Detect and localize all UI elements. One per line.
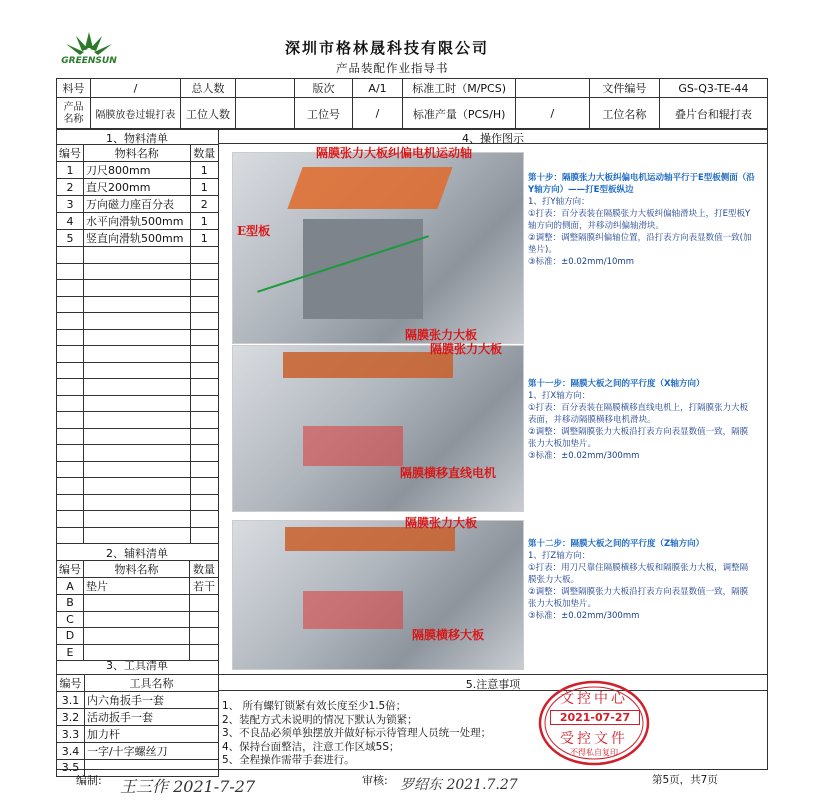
step-title: 第十二步：隔膜大板之间的平行度（Z轴方向） <box>528 539 705 549</box>
review-signature: 罗绍东 2021.7.27 <box>400 777 518 793</box>
stamp-bottom: 受控文件 <box>560 731 628 747</box>
step-line: ①打表：百分表装在隔膜横移直线电机上，打隔膜张力大板表面，并移动隔膜横移电机滑块。 <box>528 403 749 425</box>
step-line: ②调整：调整隔膜纠偏轴位置，沿打表方向表显数值一致(加垫片)。 <box>528 233 752 255</box>
cell: 5 <box>57 230 84 247</box>
header-cell: 工位人数 <box>180 98 235 130</box>
col-header: 工具名称 <box>84 675 218 692</box>
cell: 3.4 <box>57 743 85 760</box>
cell: 3.1 <box>57 692 85 709</box>
cell <box>84 628 190 645</box>
editor-label: 编制: <box>76 774 102 787</box>
step-title: 第十步：隔膜张力大板纠偏电机运动轴平行于E型板侧面（沿Y轴方向）——打E型板纵边 <box>528 173 755 195</box>
cell: 2 <box>57 179 84 196</box>
col-header: 数量 <box>190 561 219 578</box>
header-cell: 总人数 <box>180 79 235 98</box>
cell: 1 <box>190 179 218 196</box>
header-cell: 文件编号 <box>589 79 659 98</box>
note-item: 3、不良品必须单独摆放并做好标示待管理人员统一处理； <box>222 727 492 739</box>
header-cell: 工位号 <box>295 98 352 130</box>
col-header: 编号 <box>57 145 84 162</box>
step10-label-axis: 隔膜张力大板纠偏电机运动轴 <box>316 146 473 160</box>
aux-header-row <box>57 561 219 578</box>
step-line: 1、打X轴方向： <box>528 391 591 401</box>
table-row <box>57 445 219 462</box>
editor-signature: 王三作 2021-7-27 <box>120 777 256 796</box>
table-row <box>57 280 219 297</box>
step-line: ②调整：调整隔膜张力大板沿打表方向表显数值一致，隔膜张力大板加垫片。 <box>528 427 749 449</box>
logo-text: GREENSUN <box>61 56 117 66</box>
table-row <box>57 230 219 247</box>
table-row <box>57 692 219 709</box>
cell: 竖直向滑轨500mm <box>84 230 191 247</box>
cell: 若干 <box>190 578 219 595</box>
red-panel <box>303 426 403 466</box>
notes-title: 5.注意事项 <box>465 678 521 691</box>
tools-header-row <box>57 675 219 692</box>
aux-table <box>56 560 219 661</box>
notes-top-line <box>219 674 767 675</box>
table-row <box>57 461 219 478</box>
table-row <box>57 379 219 396</box>
cell: 一字/十字螺丝刀 <box>84 743 218 760</box>
note-item: 5、全程操作需带手套进行。 <box>222 754 355 766</box>
header-cell: 标准产量（PCS/H) <box>403 98 515 130</box>
col-header: 物料名称 <box>84 561 190 578</box>
orange-plate <box>283 352 453 378</box>
step10-text <box>528 172 756 268</box>
table-row <box>57 595 219 612</box>
cell: 垫片 <box>84 578 190 595</box>
cell <box>190 611 219 628</box>
col-header: 编号 <box>57 561 84 578</box>
step12-diagram <box>232 520 524 670</box>
note-item: 4、保持台面整洁，注意工作区域5S； <box>222 740 400 753</box>
header-row-2 <box>57 98 768 130</box>
cell: E <box>57 644 84 661</box>
table-row <box>57 726 219 743</box>
header-cell <box>236 79 295 98</box>
logo-leaf-icon <box>58 30 120 66</box>
table-row <box>57 346 219 363</box>
cell: 1 <box>190 162 218 179</box>
cell: 3.5 <box>57 760 85 777</box>
cell: 1 <box>57 162 84 179</box>
stamp-date: 2021-07-27 <box>550 710 640 725</box>
header-cell: 隔膜放卷过辊打表 <box>90 98 180 130</box>
table-row <box>57 527 219 544</box>
header-cell <box>236 98 295 130</box>
materials-header-row <box>57 145 219 162</box>
step11-label-plate: 隔膜张力大板 <box>430 342 503 356</box>
table-row <box>57 395 219 412</box>
cell: 内六角扳手一套 <box>84 692 218 709</box>
cell: 1 <box>190 213 218 230</box>
cell: 刀尺800mm <box>84 162 191 179</box>
step-line: ①打表：用刀尺靠住隔膜横移大板和隔膜张力大板，调整隔膜张力大板。 <box>528 563 749 585</box>
step11-diagram <box>232 345 524 512</box>
table-row <box>57 179 219 196</box>
cell <box>190 595 219 612</box>
table-row <box>57 611 219 628</box>
step10-label-plate: 隔膜张力大板 <box>405 328 478 342</box>
cell <box>190 628 219 645</box>
table-row <box>57 263 219 280</box>
step-line: ①打表：百分表装在隔膜张力大板纠偏轴滑块上，打E型板Y轴方向的侧面，并移动纠偏轴滑块。 <box>528 209 751 231</box>
cell: A <box>57 578 84 595</box>
header-cell: / <box>352 98 403 130</box>
cell: 3.2 <box>57 709 85 726</box>
header-cell: GS-Q3-TE-44 <box>659 79 767 98</box>
table-row <box>57 511 219 528</box>
step10-diagram <box>232 152 524 344</box>
header-table <box>56 78 768 130</box>
aux-title: 2、辅料清单 <box>106 547 168 560</box>
table-row <box>57 247 219 264</box>
table-row <box>57 412 219 429</box>
step12-label-shift: 隔膜横移大板 <box>412 628 485 642</box>
cell: 水平向滑轨500mm <box>84 213 191 230</box>
table-row <box>57 743 219 760</box>
tools-table <box>56 674 219 777</box>
header-cell: / <box>90 79 180 98</box>
product-name-label: 产品名称 <box>57 98 91 130</box>
tools-title: 3、工具清单 <box>106 659 168 672</box>
table-row <box>57 213 219 230</box>
header-cell: 料号 <box>57 79 91 98</box>
materials-table <box>56 144 219 544</box>
red-panel <box>303 591 403 629</box>
ops-title: 4、操作图示 <box>462 132 524 145</box>
company-name: 深圳市格林晟科技有限公司 <box>285 39 490 57</box>
header-cell: 版次 <box>295 79 352 98</box>
orange-plate <box>287 167 452 209</box>
cell: 1 <box>190 230 218 247</box>
table-row <box>57 428 219 445</box>
header-cell: 标准工时（M/PCS) <box>403 79 515 98</box>
table-row <box>57 709 219 726</box>
cell: 2 <box>190 196 218 213</box>
table-row <box>57 196 219 213</box>
step-line: 1、打Z轴方向： <box>528 551 591 561</box>
cell <box>84 611 190 628</box>
cell <box>84 595 190 612</box>
stamp-small: 不得私自复印 <box>570 748 618 757</box>
header-cell: / <box>515 98 589 130</box>
page-indicator: 第5页，共7页 <box>652 774 718 786</box>
note-item: 2、装配方式未说明的情况下默认为锁紧； <box>222 713 418 726</box>
table-row <box>57 578 219 595</box>
review-label: 审核: <box>362 774 388 787</box>
control-stamp <box>538 680 650 766</box>
step11-text <box>528 378 756 462</box>
step10-label-eplate: E型板 <box>237 224 271 238</box>
cell: 万向磁力座百分表 <box>84 196 191 213</box>
header-cell: 工位名称 <box>589 98 659 130</box>
col-header: 编号 <box>57 675 85 692</box>
table-row <box>57 362 219 379</box>
company-logo <box>58 30 120 66</box>
table-row <box>57 494 219 511</box>
header-row-1 <box>57 79 768 98</box>
document-subtitle: 产品装配作业指导书 <box>336 61 449 75</box>
step-line: ③标准：±0.02mm/300mm <box>528 451 640 461</box>
table-row <box>57 329 219 346</box>
cell: D <box>57 628 84 645</box>
step11-label-motor: 隔膜横移直线电机 <box>400 466 497 480</box>
step-title: 第十一步：隔膜大板之间的平行度（X轴方向） <box>528 379 705 389</box>
materials-title: 1、物料清单 <box>106 132 168 145</box>
cell: C <box>57 611 84 628</box>
table-row <box>57 313 219 330</box>
table-row <box>57 628 219 645</box>
col-header: 数量 <box>190 145 218 162</box>
cell: 3 <box>57 196 84 213</box>
header-cell <box>515 79 589 98</box>
cell: 3.3 <box>57 726 85 743</box>
step-line: 1、打Y轴方向： <box>528 197 590 207</box>
col-header: 物料名称 <box>84 145 191 162</box>
step12-text <box>528 538 756 622</box>
cell: 活动扳手一套 <box>84 709 218 726</box>
header-cell: A/1 <box>352 79 403 98</box>
step12-label-plate: 隔膜张力大板 <box>405 516 478 530</box>
step-line: ②调整：调整隔膜张力大板沿打表方向表显数值一致，隔膜张力大板加垫片。 <box>528 587 749 609</box>
cell: 加力杆 <box>84 726 218 743</box>
step-line: ③标准：±0.02mm/10mm <box>528 257 634 267</box>
notes-list <box>222 700 491 768</box>
table-row <box>57 296 219 313</box>
cell: B <box>57 595 84 612</box>
note-item: 1、 所有螺钉锁紧有效长度至少1.5倍； <box>222 700 407 712</box>
cell: 4 <box>57 213 84 230</box>
stamp-top: 文控中心 <box>560 691 628 707</box>
table-row <box>57 162 219 179</box>
table-row <box>57 478 219 495</box>
step-line: ③标准：±0.02mm/300mm <box>528 611 640 621</box>
cell: 直尺200mm <box>84 179 191 196</box>
header-cell: 叠片台和辊打表 <box>659 98 767 130</box>
